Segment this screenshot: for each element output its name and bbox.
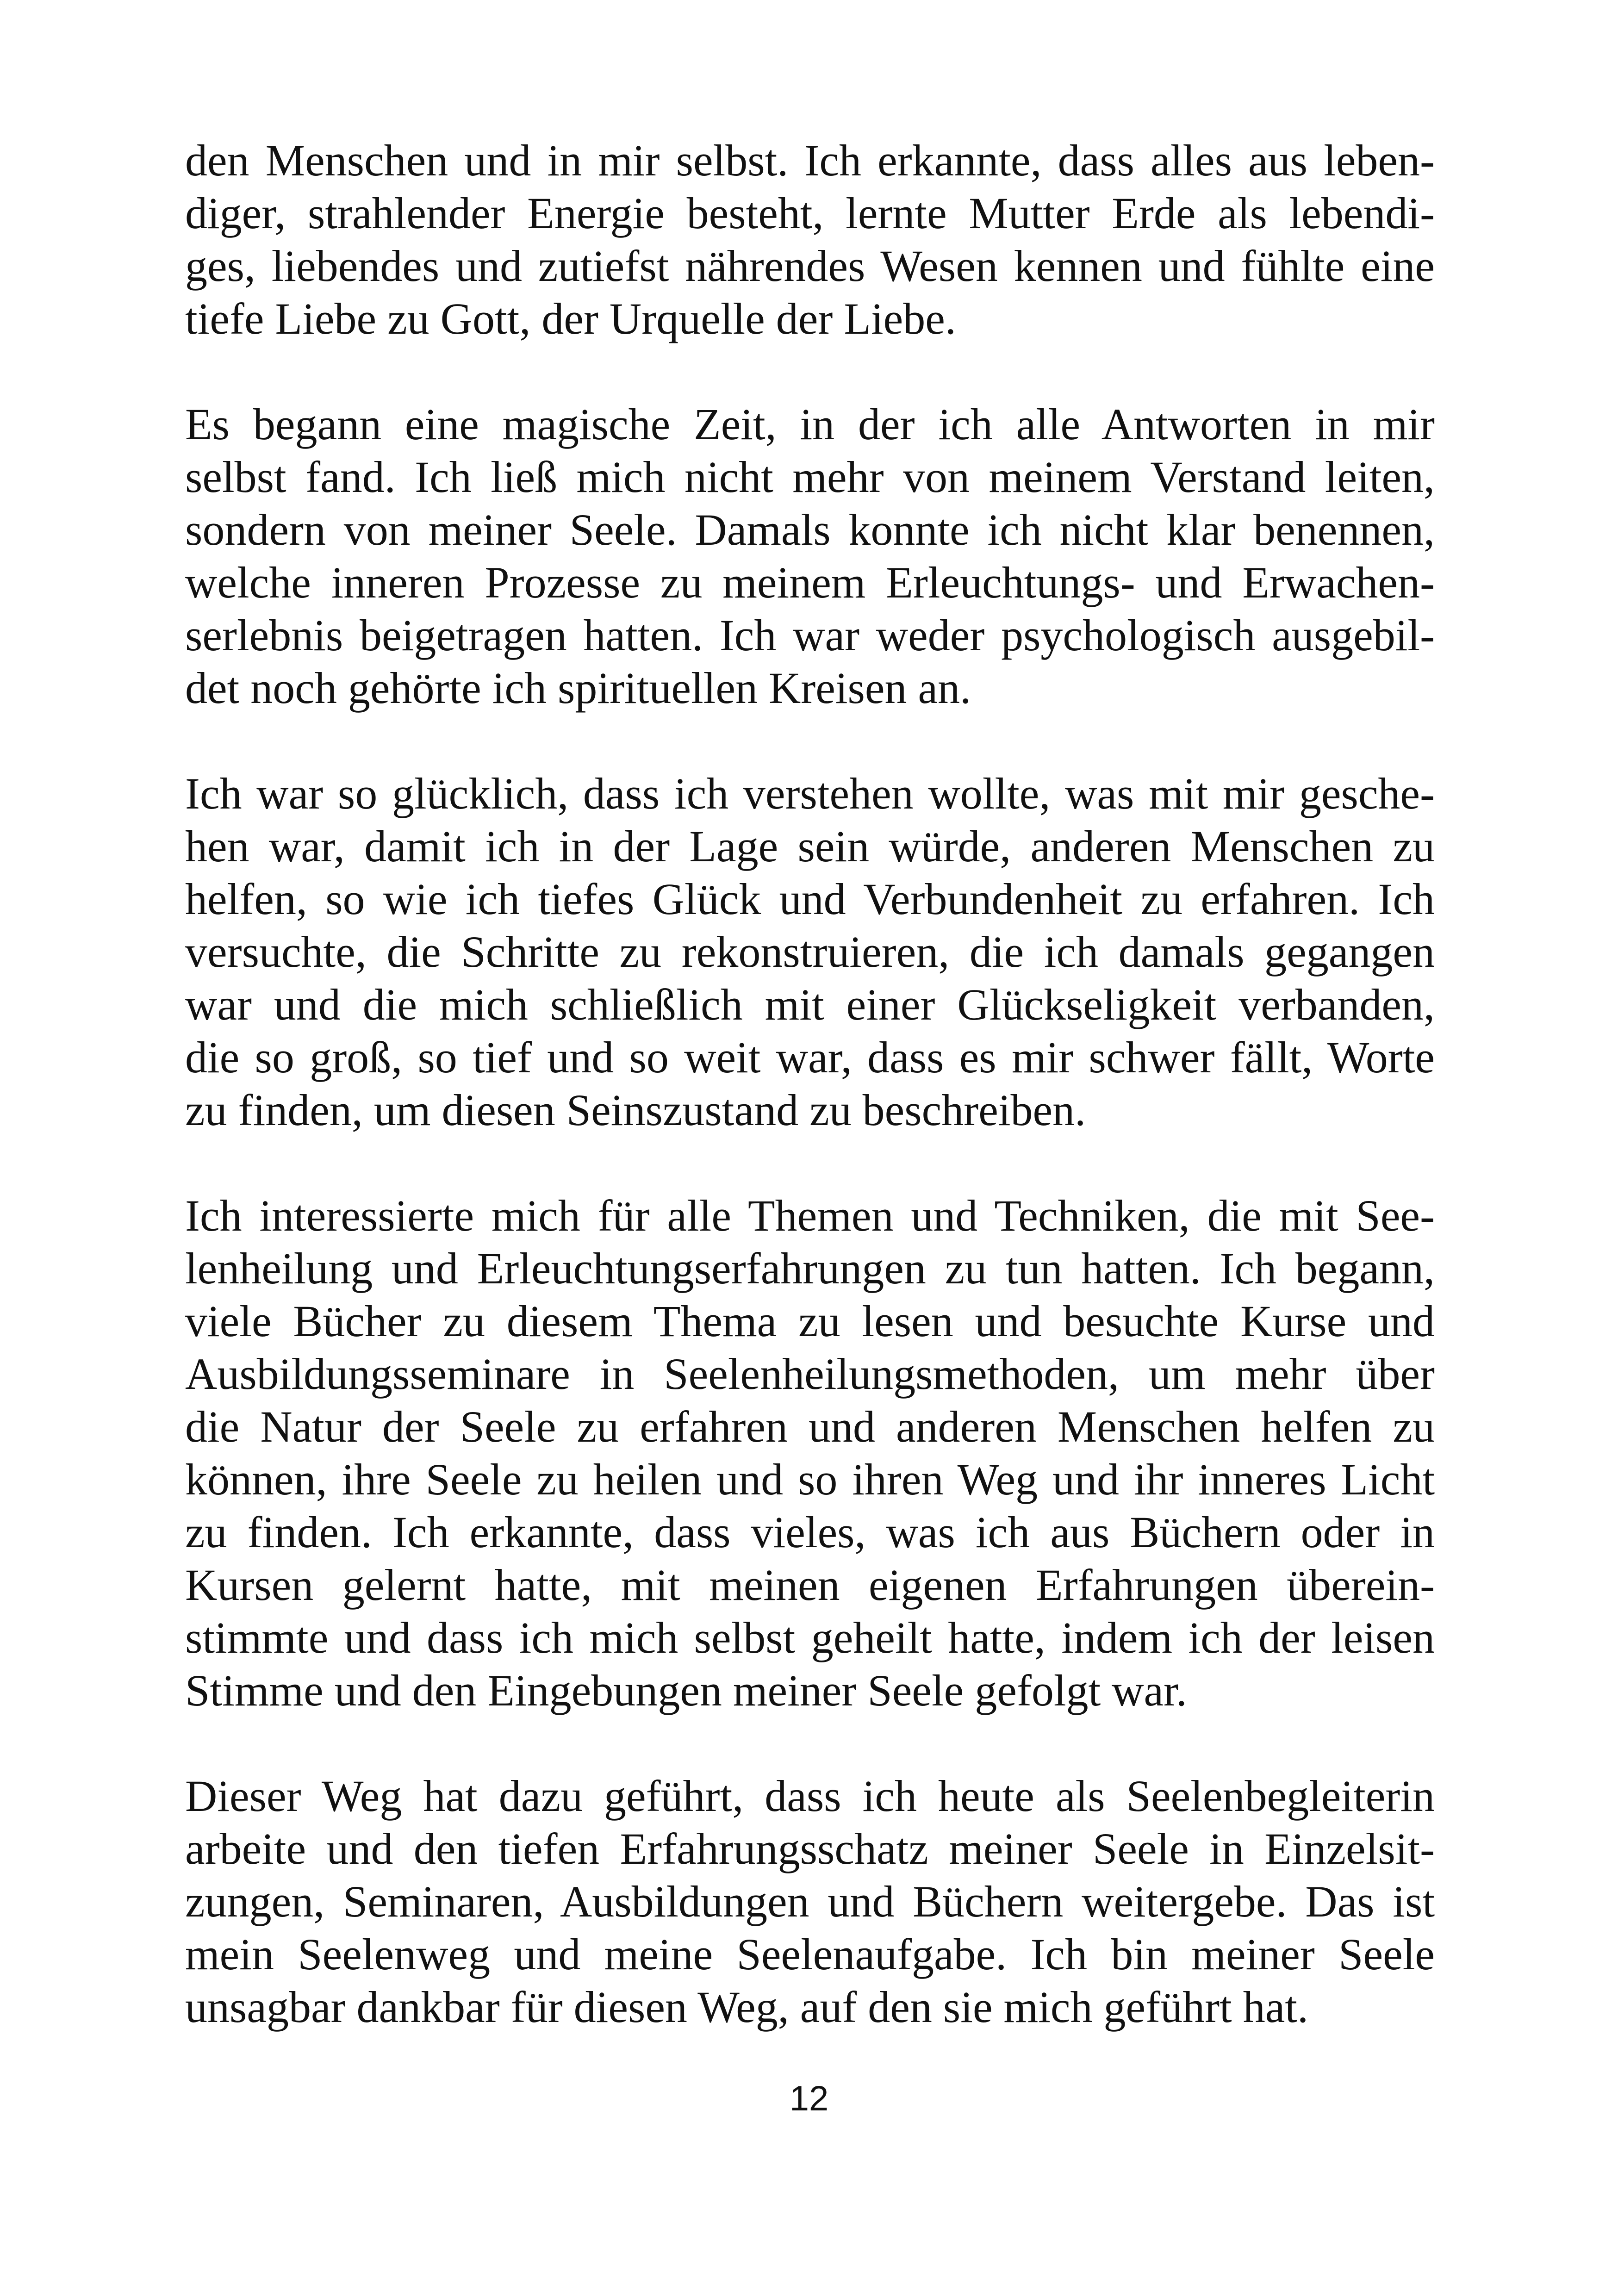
text-line: Stimme und den Eingebungen meiner Seele gefolgt war. — [185, 1666, 1187, 1715]
text-line: Kursen gelernt hatte, mit meinen eigenen Erfahrungen überein- — [185, 1560, 1435, 1610]
text-line: unsagbar dankbar für diesen Weg, auf den sie mich geführt hat. — [185, 1982, 1308, 2032]
text-line: welche inneren Prozesse zu meinem Erleuchtungs- und Erwachen- — [185, 558, 1435, 607]
text-line: stimmte und dass ich mich selbst geheilt hatte, indem ich der leisen — [185, 1613, 1435, 1662]
text-line: hen war, damit ich in der Lage sein würde, anderen Menschen zu — [185, 821, 1435, 871]
text-line: ges, liebendes und zutiefst nährendes Wesen kennen und fühlte eine — [185, 241, 1435, 291]
text-line: Ich interessierte mich für alle Themen und Techniken, die mit See- — [185, 1191, 1435, 1240]
text-line: sondern von meiner Seele. Damals konnte ich nicht klar benennen, — [185, 505, 1435, 554]
text-line: det noch gehörte ich spirituellen Kreisen an. — [185, 663, 971, 713]
text-line: Dieser Weg hat dazu geführt, dass ich heute als Seelenbegleiterin — [185, 1771, 1435, 1821]
text-line: mein Seelenweg und meine Seelenaufgabe. Ich bin meiner Seele — [185, 1929, 1435, 1979]
text-line: versuchte, die Schritte zu rekonstruieren, die ich damals gegangen — [185, 927, 1435, 977]
paragraph-3 — [185, 767, 1435, 1137]
text-line: diger, strahlender Energie besteht, lernte Mutter Erde als lebendi- — [185, 188, 1435, 238]
text-line: die Natur der Seele zu erfahren und anderen Menschen helfen zu — [185, 1402, 1435, 1451]
text-line: zu finden, um diesen Seinszustand zu beschreiben. — [185, 1085, 1086, 1135]
paragraph-4 — [185, 1189, 1435, 1717]
text-line: können, ihre Seele zu heilen und so ihren Weg und ihr inneres Licht — [185, 1455, 1435, 1504]
text-line: helfen, so wie ich tiefes Glück und Verbundenheit zu erfahren. Ich — [185, 874, 1435, 924]
text-line: arbeite und den tiefen Erfahrungsschatz meiner Seele in Einzelsit- — [185, 1824, 1435, 1873]
text-line: tiefe Liebe zu Gott, der Urquelle der Liebe. — [185, 294, 956, 343]
text-line: viele Bücher zu diesem Thema zu lesen und besuchte Kurse und — [185, 1296, 1435, 1346]
text-line: Ich war so glücklich, dass ich verstehen wollte, was mit mir gesche- — [185, 769, 1435, 818]
paragraph-1 — [185, 134, 1435, 345]
text-line: lenheilung und Erleuchtungserfahrungen zu tun hatten. Ich begann, — [185, 1244, 1435, 1293]
text-line: selbst fand. Ich ließ mich nicht mehr von meinem Verstand leiten, — [185, 452, 1435, 502]
body-text — [185, 134, 1435, 2086]
text-line: die so groß, so tief und so weit war, dass es mir schwer fällt, Worte — [185, 1033, 1435, 1082]
page-number: 12 — [789, 2079, 829, 2118]
text-line: Es begann eine magische Zeit, in der ich alle Antworten in mir — [185, 399, 1435, 449]
text-line: serlebnis beigetragen hatten. Ich war weder psychologisch ausgebil- — [185, 610, 1435, 660]
paragraph-2 — [185, 398, 1435, 715]
text-line: zu finden. Ich erkannte, dass vieles, was ich aus Büchern oder in — [185, 1507, 1435, 1557]
text-line: den Menschen und in mir selbst. Ich erkannte, dass alles aus leben- — [185, 136, 1435, 185]
text-line: Ausbildungsseminare in Seelenheilungsmethoden, um mehr über — [185, 1349, 1435, 1399]
paragraph-5 — [185, 1770, 1435, 2034]
text-line: zungen, Seminaren, Ausbildungen und Büchern weitergebe. Das ist — [185, 1877, 1435, 1926]
text-line: war und die mich schließlich mit einer Glückseligkeit verbanden, — [185, 980, 1435, 1029]
